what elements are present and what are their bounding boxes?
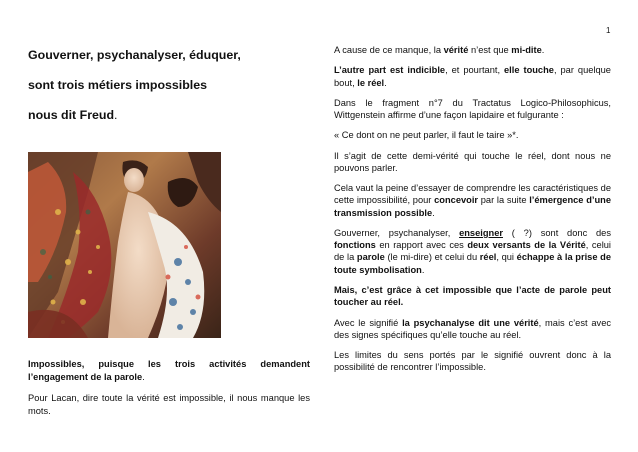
right-paragraph-1: A cause de ce manque, la vérité n’est que mi-dite. (334, 45, 545, 55)
right-paragraph-4: « Ce dont on ne peut parler, il faut le taire »*. (334, 130, 519, 141)
right-paragraph-9: Avec le signifié la psychanalyse dit une vérité, mais c’est avec des signes spécifiques qu’elle touche au réel. (334, 317, 612, 340)
heading-line-2: sont trois métiers impossibles (28, 78, 208, 92)
left-paragraph-1: Impossibles, puisque les trois activités demandent l’engagement de la parole. (28, 359, 310, 382)
left-column-body (28, 358, 310, 426)
right-column (334, 44, 611, 382)
right-paragraph-5: Il s’agit de cette demi-vérité qui touche le réel, dont nous ne pouvons parler. (334, 150, 611, 173)
heading-line-3: nous dit Freud. (28, 108, 118, 122)
right-paragraph-2: L’autre part est indicible, et pourtant, elle touche, par quelque bout, le réel. (334, 65, 611, 88)
page-number: 1 (606, 26, 611, 35)
right-paragraph-6: Cela vaut la peine d’essayer de comprendre les caractéristiques de cette impossibilité, pour concevoir par la suite l’émergence d’une transmission possible. (334, 183, 611, 218)
klimt-painting-image (28, 152, 221, 338)
right-paragraph-3: Dans le fragment n°7 du Tractatus Logico-Philosophicus, Wittgenstein affirme d’une façon lapidaire et fulgurante : (334, 97, 611, 121)
left-column-heading (28, 48, 310, 138)
right-paragraph-7: Gouverner, psychanalyser, enseigner ( ?) sont donc des fonctions en rapport avec ces deux versants de la Vérité, celui de la parole (le mi-dire) et celui du réel, qui échappe à la prise de toute symbolisation. (334, 227, 611, 275)
right-paragraph-10: Les limites du sens portés par le signifié ouvrent donc à la possibilité de rencontrer l’impossible. (334, 350, 611, 373)
heading-line-1: Gouverner, psychanalyser, éduquer, (28, 48, 241, 62)
left-paragraph-2: Pour Lacan, dire toute la vérité est impossible, il nous manque les mots. (28, 393, 310, 416)
right-paragraph-8: Mais, c’est grâce à cet impossible que l’acte de parole peut toucher au réel. (334, 284, 611, 308)
